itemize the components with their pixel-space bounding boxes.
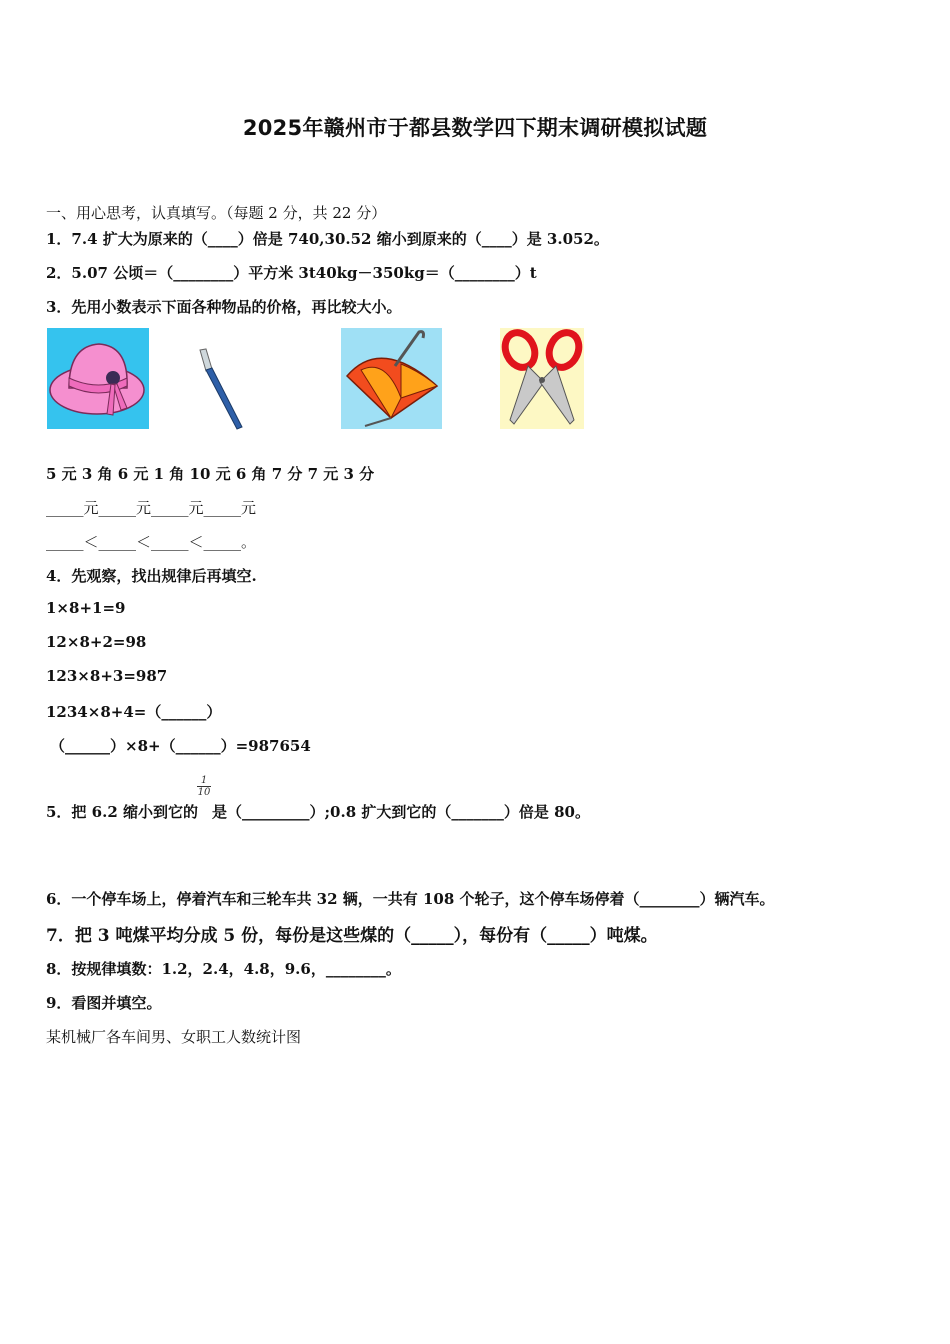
q4-line-3: 123×8+3=987 bbox=[46, 667, 168, 685]
compare-blanks: _____＜_____＜_____＜_____。 bbox=[46, 533, 257, 551]
yuan-blanks: _____元_____元_____元_____元 bbox=[46, 499, 257, 517]
question-5-part2: 是（_________）;0.8 扩大到它的（_______）倍是 80。 bbox=[212, 803, 590, 821]
fraction-one-tenth bbox=[197, 775, 211, 798]
page-title: 2025年赣州市于都县数学四下期末调研模拟试题 bbox=[242, 116, 708, 140]
question-6: 6．一个停车场上，停着汽车和三轮车共 32 辆，一共有 108 个轮子，这个停车场停着（________）辆汽车。 bbox=[46, 890, 775, 908]
price-list: 5 元 3 角 6 元 1 角 10 元 6 角 7 分 7 元 3 分 bbox=[46, 465, 375, 483]
q4-line-1: 1×8+1=9 bbox=[46, 599, 126, 617]
question-9: 9．看图并填空。 bbox=[46, 994, 162, 1012]
q4-line-5: （______）×8+（______）=987654 bbox=[50, 737, 311, 755]
hat-picture bbox=[47, 328, 149, 429]
chart-caption: 某机械厂各车间男、女职工人数统计图 bbox=[46, 1028, 302, 1046]
question-4: 4．先观察，找出规律后再填空. bbox=[46, 567, 257, 585]
umbrella-picture bbox=[341, 328, 442, 429]
question-7: 7．把 3 吨煤平均分成 5 份，每份是这些煤的（_____），每份有（_____）吨煤。 bbox=[46, 926, 658, 946]
fraction-numerator: 1 bbox=[197, 775, 211, 787]
question-2: 2．5.07 公顷＝（________）平方米 3t40kg－350kg＝（________）t bbox=[46, 264, 537, 282]
fraction-denominator: 10 bbox=[197, 787, 211, 798]
scissors-picture bbox=[500, 328, 584, 429]
question-5-part1: 5．把 6.2 缩小到它的 bbox=[46, 803, 198, 821]
q4-line-4: 1234×8+4=（______） bbox=[46, 703, 222, 721]
pen-picture bbox=[190, 345, 250, 430]
q4-line-2: 12×8+2=98 bbox=[46, 633, 147, 651]
question-3: 3．先用小数表示下面各种物品的价格，再比较大小。 bbox=[46, 298, 402, 316]
section-heading: 一、用心思考，认真填写。（每题 2 分，共 22 分） bbox=[46, 204, 387, 222]
question-8: 8．按规律填数：1.2，2.4，4.8，9.6，________。 bbox=[46, 960, 401, 978]
question-1: 1．7.4 扩大为原来的（____）倍是 740,30.52 缩小到原来的（____）是 3.052。 bbox=[46, 230, 609, 248]
